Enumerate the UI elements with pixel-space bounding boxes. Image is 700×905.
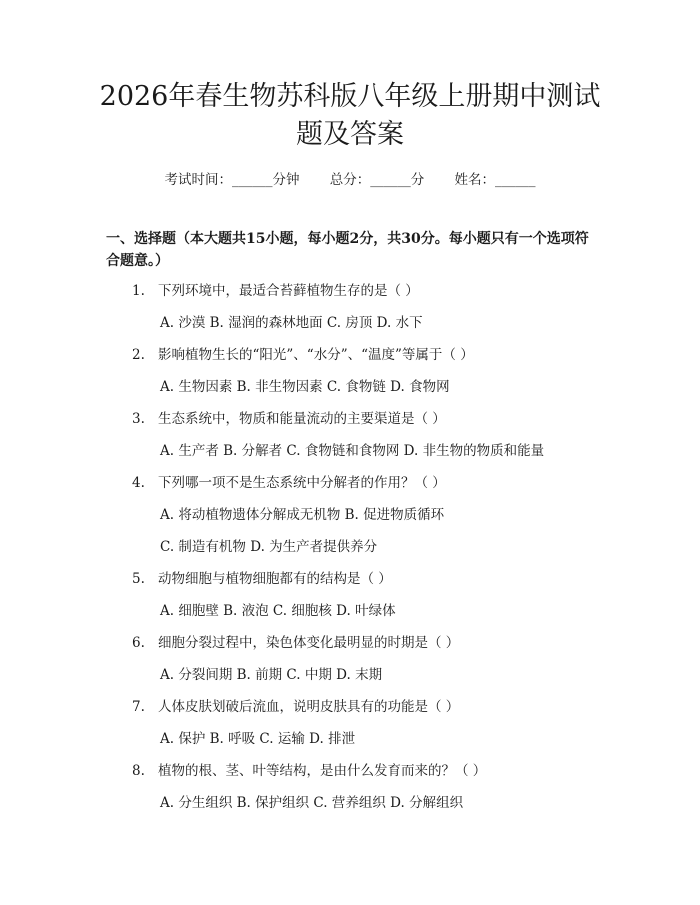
section-heading: 一、选择题（本大题共15小题，每小题2分，共30分。每小题只有一个选项符合题意。） <box>106 231 589 269</box>
question-7-options: A. 保护 B. 呼吸 C. 运输 D. 排泄 <box>160 731 356 747</box>
exam-time-field: 考试时间：______分钟 <box>164 172 300 188</box>
question-text: 细胞分裂过程中，染色体变化最明显的时期是（ ） <box>158 635 460 651</box>
question-4-options: C. 制造有机物 D. 为生产者提供养分 <box>160 539 378 555</box>
question-text: 动物细胞与植物细胞都有的结构是（ ） <box>158 571 392 587</box>
total-score-field: 总分：______分 <box>329 172 425 188</box>
question-2 <box>132 346 474 364</box>
question-3 <box>132 410 446 428</box>
question-text: 人体皮肤划破后流血，说明皮肤具有的功能是（ ） <box>158 699 460 715</box>
question-7 <box>132 698 459 716</box>
question-text: 下列环境中，最适合苔藓植物生存的是（ ） <box>158 283 419 299</box>
question-2-options: A. 生物因素 B. 非生物因素 C. 食物链 D. 食物网 <box>160 379 450 395</box>
name-field: 姓名：______ <box>454 172 536 188</box>
question-text: 影响植物生长的“阳光”、“水分”、“温度”等属于（ ） <box>158 347 474 363</box>
question-number: 4. <box>132 475 145 491</box>
question-number: 6. <box>132 635 145 651</box>
question-4 <box>132 474 446 492</box>
question-3-options: A. 生产者 B. 分解者 C. 食物链和食物网 D. 非生物的物质和能量 <box>160 443 545 459</box>
question-number: 7. <box>132 699 145 715</box>
question-5-options: A. 细胞壁 B. 液泡 C. 细胞核 D. 叶绿体 <box>160 603 396 619</box>
question-1 <box>132 282 419 300</box>
question-8 <box>132 762 486 780</box>
question-6 <box>132 634 459 652</box>
question-8-options: A. 分生组织 B. 保护组织 C. 营养组织 D. 分解组织 <box>160 795 464 811</box>
question-text: 生态系统中，物质和能量流动的主要渠道是（ ） <box>158 411 446 427</box>
question-5 <box>132 570 392 588</box>
question-number: 2. <box>132 347 145 363</box>
exam-info <box>0 168 700 188</box>
question-text: 植物的根、茎、叶等结构，是由什么发育而来的？（ ） <box>158 763 487 779</box>
question-number: 5. <box>132 571 145 587</box>
question-number: 3. <box>132 411 145 427</box>
question-6-options: A. 分裂间期 B. 前期 C. 中期 D. 末期 <box>160 667 383 683</box>
question-1-options: A. 沙漠 B. 湿润的森林地面 C. 房顶 D. 水下 <box>160 315 423 331</box>
question-4-options: A. 将动植物遗体分解成无机物 B. 促进物质循环 <box>160 507 445 523</box>
document-title: 2026年春生物苏科版八年级上册期中测试题及答案 <box>99 81 601 150</box>
question-number: 1. <box>132 283 145 299</box>
question-number: 8. <box>132 763 145 779</box>
question-text: 下列哪一项不是生态系统中分解者的作用？（ ） <box>158 475 446 491</box>
